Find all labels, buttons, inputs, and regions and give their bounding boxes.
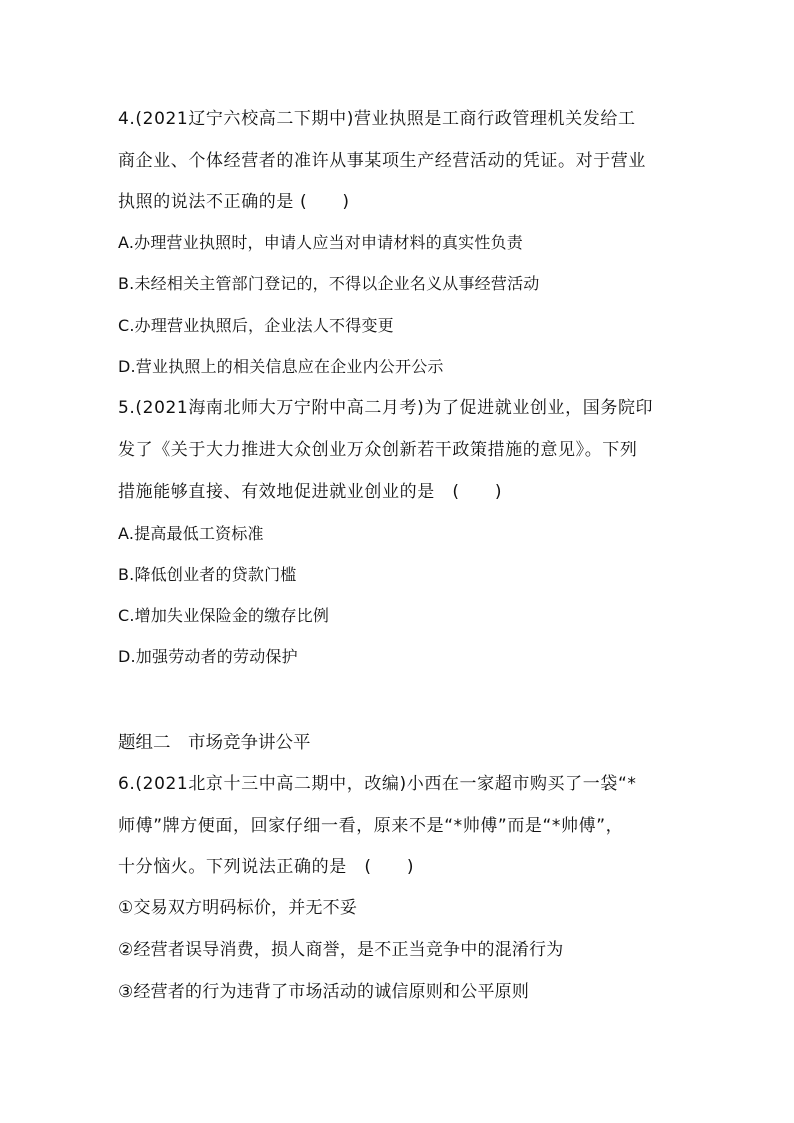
question-5-option-d: D.加强劳动者的劳动保护 xyxy=(118,647,298,666)
question-4-line-3: 执照的说法不正确的是 ( ) xyxy=(118,192,350,212)
question-4-option-b: B.未经相关主管部门登记的，不得以企业名义从事经营活动 xyxy=(118,274,540,293)
question-6-line-3: 十分恼火。下列说法正确的是 ( ) xyxy=(118,857,415,877)
question-4-option-c: C.办理营业执照后，企业法人不得变更 xyxy=(118,316,394,335)
question-6-item-1: ①交易双方明码标价，并无不妥 xyxy=(118,898,358,918)
question-4-option-d: D.营业执照上的相关信息应在企业内公开公示 xyxy=(118,357,444,376)
question-4-option-a: A.办理营业执照时，申请人应当对申请材料的真实性负责 xyxy=(118,233,523,252)
question-5-option-a: A.提高最低工资标准 xyxy=(118,524,264,543)
question-6-line-2: 师傅”牌方便面，回家仔细一看，原来不是“*帅傅”而是“*帅傅”， xyxy=(118,816,624,836)
question-4-line-2: 商企业、个体经营者的准许从事某项生产经营活动的凭证。对于营业 xyxy=(118,151,646,171)
question-6-item-2: ②经营者误导消费，损人商誉，是不正当竞争中的混淆行为 xyxy=(118,940,564,960)
question-5-option-c: C.增加失业保险金的缴存比例 xyxy=(118,606,330,625)
question-6-item-3: ③经营者的行为违背了市场活动的诚信原则和公平原则 xyxy=(118,982,530,1002)
section-heading: 题组二 市场竞争讲公平 xyxy=(118,733,311,753)
question-5-line-1: 5.(2021海南北师大万宁附中高二月考)为了促进就业创业，国务院印 xyxy=(118,398,654,418)
question-5-option-b: B.降低创业者的贷款门槛 xyxy=(118,565,297,584)
question-4-line-1: 4.(2021辽宁六校高二下期中)营业执照是工商行政管理机关发给工 xyxy=(118,109,636,129)
question-5-line-3: 措施能够直接、有效地促进就业创业的是 ( ) xyxy=(118,482,503,502)
question-5-line-2: 发了《关于大力推进大众创业万众创新若干政策措施的意见》。下列 xyxy=(118,440,638,460)
question-6-line-1: 6.(2021北京十三中高二期中，改编)小西在一家超市购买了一袋“* xyxy=(118,774,637,794)
